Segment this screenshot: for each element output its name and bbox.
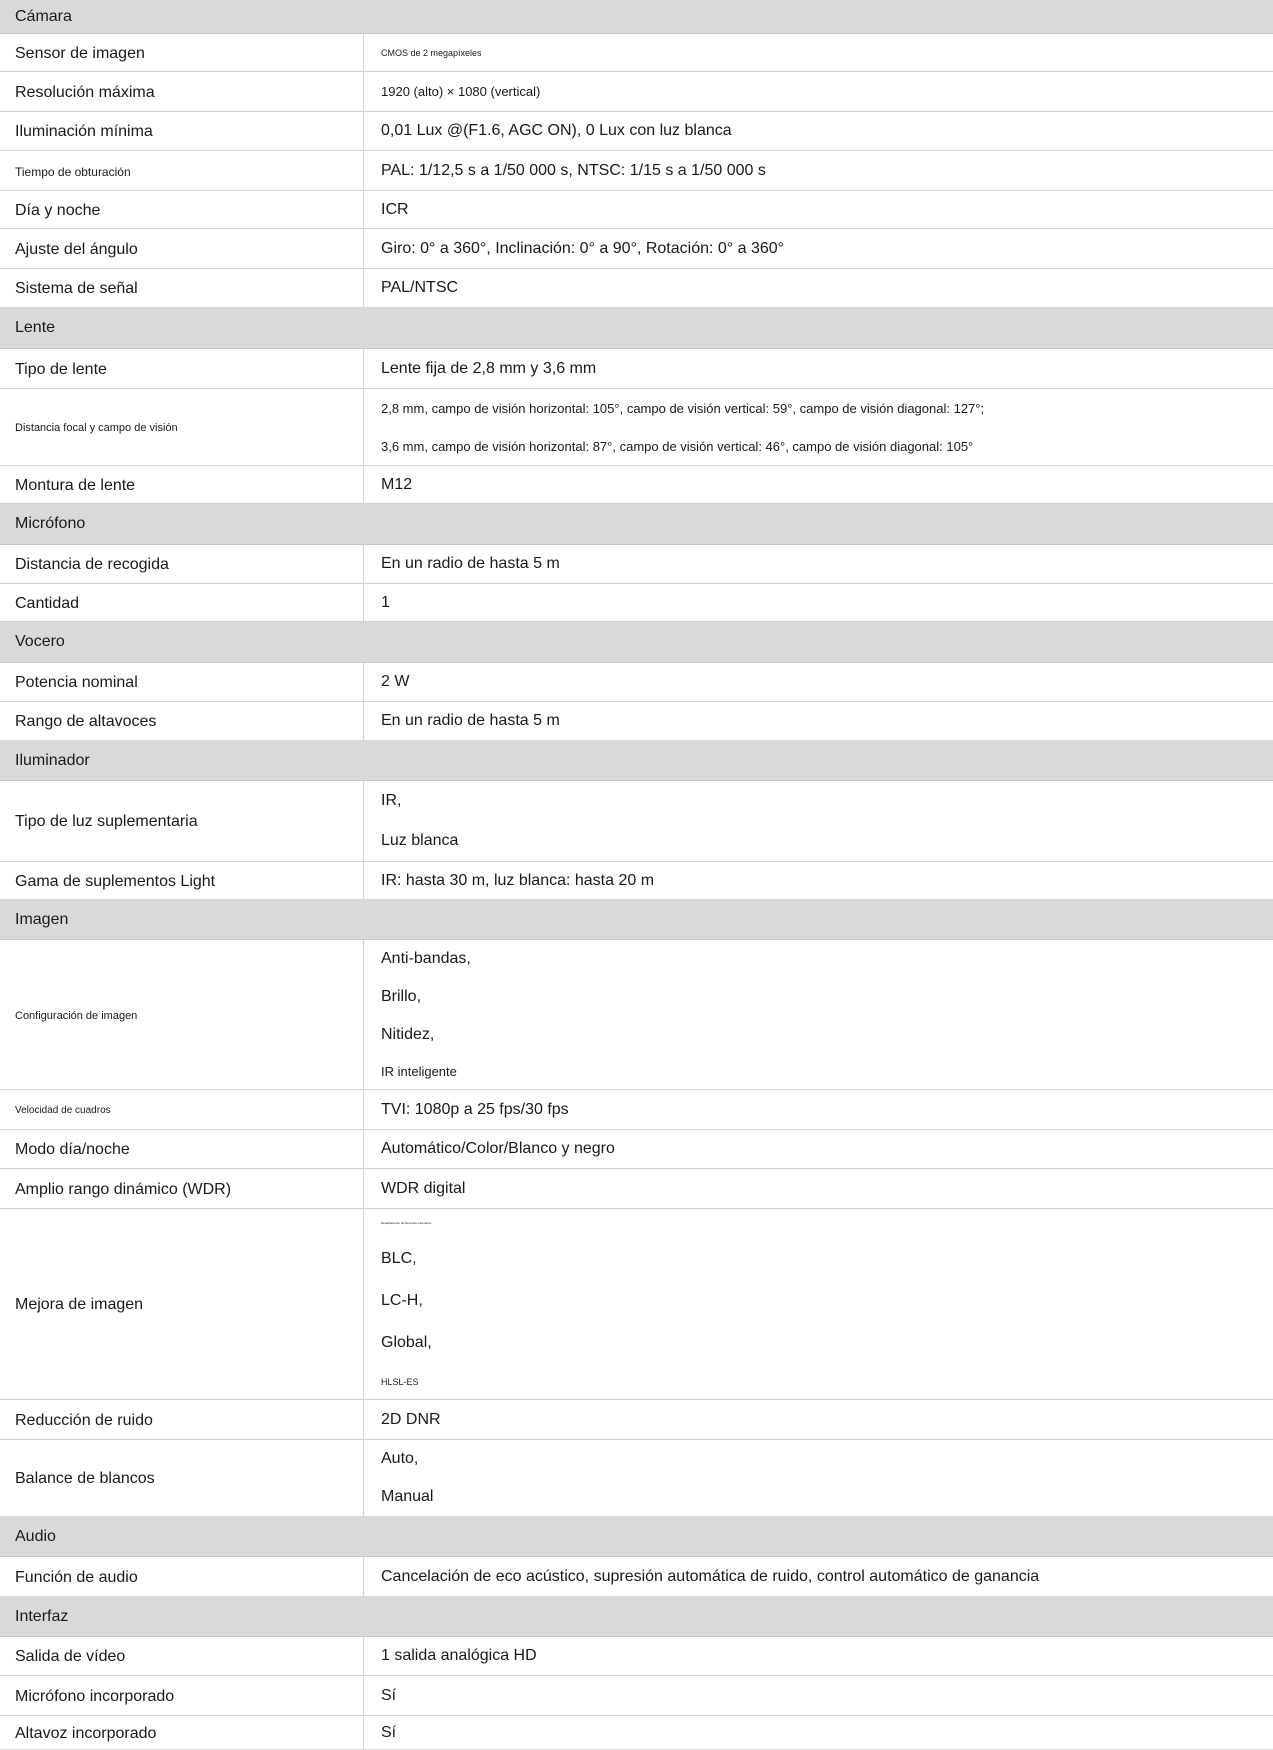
- spec-value: [364, 1440, 1273, 1516]
- spec-value: [364, 1716, 1273, 1749]
- section-header-camara: [0, 0, 1273, 34]
- spec-value: [364, 1557, 1273, 1596]
- spec-value: [364, 663, 1273, 701]
- spec-value: [364, 1400, 1273, 1439]
- spec-row-ajuste-del-angulo: [0, 229, 1273, 269]
- spec-value-line: TVI: 1080p a 25 fps/30 fps: [381, 1100, 569, 1118]
- section-title: Iluminador: [15, 751, 90, 769]
- spec-label: Altavoz incorporado: [0, 1716, 364, 1749]
- spec-value-line: 2D DNR: [381, 1410, 441, 1428]
- section-title: Lente: [15, 319, 56, 336]
- spec-row-balance-de-blancos: [0, 1440, 1273, 1517]
- section-header-interfaz: [0, 1597, 1273, 1637]
- spec-label: Cantidad: [0, 584, 364, 621]
- section-title: Imagen: [15, 910, 69, 928]
- spec-row-configuracion-de-imagen: [0, 940, 1273, 1090]
- spec-value-line: 1 salida analógica HD: [381, 1647, 537, 1664]
- spec-label: Potencia nominal: [0, 663, 364, 701]
- spec-value-line: Global,: [381, 1334, 432, 1352]
- spec-row-sensor-de-imagen: [0, 34, 1273, 72]
- spec-value-line: PAL: 1/12,5 s a 1/50 000 s, NTSC: 1/15 s a 1/50 000 s: [381, 161, 766, 179]
- spec-value-line: 2,8 mm, campo de visión horizontal: 105°, campo de visión vertical: 59°, campo de visión diagonal: 127°;: [381, 400, 985, 416]
- spec-value: [364, 1090, 1273, 1129]
- spec-value: [364, 1169, 1273, 1208]
- spec-row-dia-y-noche: [0, 191, 1273, 229]
- spec-label: Sistema de señal: [0, 269, 364, 307]
- spec-row-tipo-de-luz-suplementaria: [0, 781, 1273, 862]
- spec-row-cantidad: [0, 584, 1273, 622]
- spec-value-line: 2 W: [381, 673, 410, 690]
- spec-label: Amplio rango dinámico (WDR): [0, 1169, 364, 1208]
- spec-value-line: Departamento de Recursos Humanos: [381, 1221, 432, 1226]
- spec-label: Montura de lente: [0, 466, 364, 503]
- spec-value: [364, 862, 1273, 899]
- spec-value: [364, 1676, 1273, 1715]
- spec-label: Reducción de ruido: [0, 1400, 364, 1439]
- spec-value-line: Sí: [381, 1686, 397, 1704]
- spec-value-line: Automático/Color/Blanco y negro: [381, 1140, 615, 1157]
- spec-value-line: Brillo,: [381, 988, 422, 1005]
- spec-label: Iluminación mínima: [0, 112, 364, 150]
- spec-value: [364, 72, 1273, 111]
- spec-label: Día y noche: [0, 191, 364, 228]
- spec-label: Micrófono incorporado: [0, 1676, 364, 1715]
- spec-label: Rango de altavoces: [0, 702, 364, 740]
- spec-value-line: Giro: 0° a 360°, Inclinación: 0° a 90°, Rotación: 0° a 360°: [381, 239, 785, 257]
- spec-value: [364, 940, 1273, 1089]
- spec-value: [364, 389, 1273, 465]
- spec-label: Tipo de luz suplementaria: [0, 781, 364, 861]
- spec-value-line: HLSL-ES: [381, 1376, 419, 1387]
- spec-value-line: Cancelación de eco acústico, supresión automática de ruido, control automático de ganancia: [381, 1567, 1040, 1585]
- spec-value: [364, 545, 1273, 583]
- spec-value: [364, 466, 1273, 503]
- spec-value-line: LC-H,: [381, 1291, 423, 1309]
- spec-row-resolucion-maxima: [0, 72, 1273, 112]
- spec-label: Balance de blancos: [0, 1440, 364, 1516]
- section-title: Micrófono: [15, 515, 86, 532]
- spec-row-distancia-de-recogida: [0, 545, 1273, 584]
- spec-value-line: 3,6 mm, campo de visión horizontal: 87°, campo de visión vertical: 46°, campo de visión diagonal: 105°: [381, 438, 974, 454]
- spec-value: [364, 191, 1273, 228]
- spec-value-line: Lente fija de 2,8 mm y 3,6 mm: [381, 359, 597, 377]
- spec-row-altavoz-incorporado: [0, 1716, 1273, 1750]
- spec-value: [364, 34, 1273, 71]
- spec-label: Configuración de imagen: [0, 940, 364, 1089]
- spec-value-line: PAL/NTSC: [381, 279, 459, 296]
- spec-value-line: 0,01 Lux @(F1.6, AGC ON), 0 Lux con luz blanca: [381, 122, 732, 139]
- spec-label: Salida de vídeo: [0, 1637, 364, 1675]
- spec-row-iluminacion-minima: [0, 112, 1273, 151]
- section-header-microfono: [0, 504, 1273, 545]
- section-title: Audio: [15, 1527, 56, 1545]
- spec-row-tipo-de-lente: [0, 349, 1273, 389]
- spec-value: [364, 781, 1273, 861]
- spec-value-line: Manual: [381, 1488, 434, 1505]
- spec-row-microfono-incorporado: [0, 1676, 1273, 1716]
- spec-value-line: En un radio de hasta 5 m: [381, 712, 560, 729]
- spec-row-velocidad-de-cuadros: [0, 1090, 1273, 1130]
- section-title: Cámara: [15, 7, 72, 25]
- section-header-lente: [0, 308, 1273, 349]
- spec-value-line: Sí: [381, 1723, 397, 1741]
- spec-value: [364, 151, 1273, 190]
- spec-row-sistema-de-senal: [0, 269, 1273, 308]
- spec-value: [364, 349, 1273, 388]
- spec-row-modo-dia-noche: [0, 1130, 1273, 1169]
- spec-value: [364, 112, 1273, 150]
- section-header-imagen: [0, 900, 1273, 940]
- spec-row-tiempo-de-obturacion: [0, 151, 1273, 191]
- spec-row-distancia-focal-y-campo-de-vision: [0, 389, 1273, 466]
- spec-value-line: 1: [381, 593, 390, 611]
- spec-label: Sensor de imagen: [0, 34, 364, 71]
- spec-label: Ajuste del ángulo: [0, 229, 364, 268]
- spec-label: Gama de suplementos Light: [0, 862, 364, 899]
- spec-row-amplio-rango-dinamico-wdr: [0, 1169, 1273, 1209]
- spec-value: [364, 1130, 1273, 1168]
- spec-value: [364, 702, 1273, 740]
- spec-label: Resolución máxima: [0, 72, 364, 111]
- section-title: Interfaz: [15, 1607, 69, 1625]
- section-header-vocero: [0, 622, 1273, 663]
- spec-value-line: IR,: [381, 792, 402, 809]
- spec-value-line: ICR: [381, 200, 409, 218]
- spec-value-line: IR: hasta 30 m, luz blanca: hasta 20 m: [381, 871, 655, 889]
- spec-label: Distancia focal y campo de visión: [0, 389, 364, 465]
- spec-label: Velocidad de cuadros: [0, 1090, 364, 1129]
- spec-value-line: Luz blanca: [381, 832, 459, 849]
- spec-value: [364, 584, 1273, 621]
- spec-label: Tiempo de obturación: [0, 151, 364, 190]
- spec-row-potencia-nominal: [0, 663, 1273, 702]
- spec-value: [364, 269, 1273, 307]
- spec-value-line: Nitidez,: [381, 1026, 435, 1043]
- spec-row-reduccion-de-ruido: [0, 1400, 1273, 1440]
- spec-row-salida-de-video: [0, 1637, 1273, 1676]
- spec-value-line: WDR digital: [381, 1179, 466, 1197]
- spec-value: [364, 1637, 1273, 1675]
- spec-value-line: IR inteligente: [381, 1064, 457, 1079]
- spec-value-line: Auto,: [381, 1450, 419, 1467]
- spec-value-line: CMOS de 2 megapíxeles: [381, 47, 482, 58]
- spec-value-line: En un radio de hasta 5 m: [381, 555, 560, 572]
- spec-value-line: M12: [381, 475, 413, 493]
- spec-label: Tipo de lente: [0, 349, 364, 388]
- spec-value-line: 1920 (alto) × 1080 (vertical): [381, 84, 541, 99]
- spec-value-line: Anti-bandas,: [381, 950, 471, 967]
- section-title: Vocero: [15, 633, 65, 650]
- spec-value: [364, 1209, 1273, 1399]
- spec-row-funcion-de-audio: [0, 1557, 1273, 1597]
- spec-value: [364, 229, 1273, 268]
- spec-row-montura-de-lente: [0, 466, 1273, 504]
- spec-label: Función de audio: [0, 1557, 364, 1596]
- spec-label: Modo día/noche: [0, 1130, 364, 1168]
- spec-row-mejora-de-imagen: [0, 1209, 1273, 1400]
- spec-value-line: BLC,: [381, 1249, 417, 1267]
- spec-label: Mejora de imagen: [0, 1209, 364, 1399]
- section-header-iluminador: [0, 741, 1273, 781]
- spec-row-gama-de-suplementos-light: [0, 862, 1273, 900]
- spec-label: Distancia de recogida: [0, 545, 364, 583]
- section-header-audio: [0, 1517, 1273, 1557]
- spec-row-rango-de-altavoces: [0, 702, 1273, 741]
